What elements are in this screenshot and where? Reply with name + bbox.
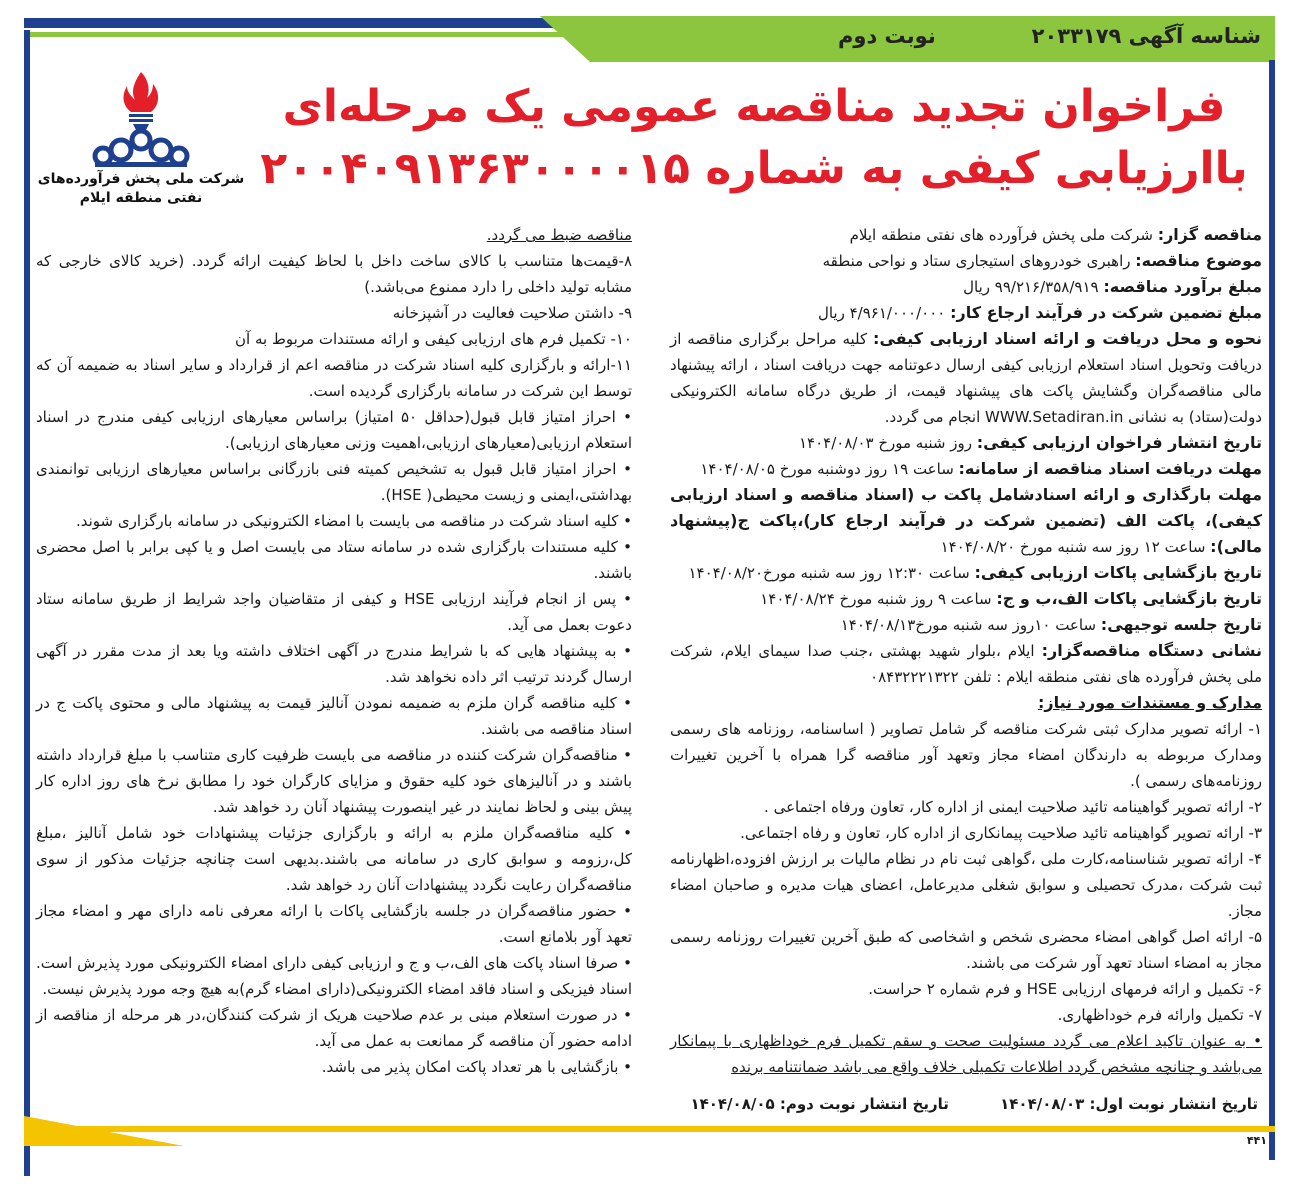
condition-item: • مناقصه‌گران شرکت کننده در مناقصه می بایست ظرفیت کاری متناسب با مبلغ قرارداد داشته باشند و در آنالیزهای خود کلیه حقوق و مزایای کارگران خود را مطابق نرخ های روز اداره کار پیش بینی و لحاظ نمایند در غیر اینصورت پیشنهاد آنان رد خواهد شد. bbox=[36, 746, 632, 816]
left-border bbox=[24, 30, 30, 1176]
left-column bbox=[36, 222, 632, 1080]
condition-item: • پس از انجام فرآیند ارزیابی HSE و کیفی از متقاضیان واجد شرایط از طریق سامانه ستاد دعوت بعمل می آید. bbox=[36, 590, 632, 634]
info-item: موضوع مناقصه: راهبری خودروهای استیجاری ستاد و نواحی منطقه bbox=[822, 251, 1262, 270]
ad-id: شناسه آگهی ۲۰۳۳۱۷۹ bbox=[1031, 24, 1261, 48]
oil-company-emblem-icon bbox=[81, 70, 201, 170]
condition-item: • کلیه اسناد شرکت در مناقصه می بایست با امضاء الکترونیکی در سامانه بارگزاری شوند. bbox=[75, 512, 632, 530]
condition-item: • صرفا اسناد پاکت های الف،ب و ج و ارزیابی کیفی دارای امضاء الکترونیکی مورد پذیرش است. اسناد فیزیکی و اسناد فاقد امضاء الکترونیکی(دارای امضاء گرم)به هیچ وجه مورد پذیرش نیست. bbox=[36, 954, 632, 998]
publication-dates bbox=[36, 1092, 1262, 1116]
condition-item: • کلیه مناقصه گران ملزم به ضمیمه نمودن آنالیز قیمت به پیشنهاد مالی و محتوی پاکت ج در اسناد مناقصه می باشند. bbox=[36, 694, 632, 738]
bottom-strip bbox=[24, 1116, 1275, 1150]
page-number: ۴۴۱ bbox=[1246, 1134, 1267, 1147]
info-item: نحوه و محل دریافت و ارائه اسناد ارزیابی کیفی: کلیه مراحل برگزاری مناقصه از دریافت وتحویل اسناد استعلام ارزیابی کیفی ارسال دعوتنامه جهت دریافت اسناد ، ارائه پیشنهاد مالی مناقصه‌گران وگشایش پاکت های پیشنهاد قیمت، از طریق درگاه سامانه الکترونیکی دولت(ستاد) به نشانی WWW.Setadiran.in انجام می گردد. bbox=[670, 329, 1262, 426]
info-item: تاریخ بازگشایی پاکات ارزیابی کیفی: ساعت ۱۲:۳۰ روز سه شنبه مورخ۱۴۰۴/۰۸/۲۰ bbox=[688, 563, 1262, 582]
emphasis-note: • به عنوان تاکید اعلام می گردد مسئولیت صحت و سقم تکمیل فرم خوداظهاری با پیمانکار می‌باشد و چنانچه مشخص گردد اطلاعات تکمیلی خلاف واقع می باشد ضمانتنامه برنده bbox=[670, 1032, 1262, 1076]
info-item: تاریخ جلسه توجیهی: ساعت ۱۰روز سه شنبه مورخ۱۴۰۴/۰۸/۱۳ bbox=[840, 615, 1262, 634]
condition-item: • به پیشنهاد هایی که با شرایط مندرج در آگهی اختلاف داشته ویا بعد از مدت مقرر در آگهی ارسال گردند ترتیب اثر داده نخواهد شد. bbox=[36, 642, 632, 686]
advertisement-body bbox=[36, 0, 1267, 1150]
logo-company-name-line1: شرکت ملی پخش فرآورده‌های bbox=[37, 171, 245, 187]
page-title bbox=[246, 70, 1262, 200]
logo-company-name-line2: نفتی منطقه ایلام bbox=[79, 190, 203, 206]
document-item: ۴- ارائه تصویر شناسنامه،کارت ملی ،گواهی ثبت نام در نظام مالیات بر ارزش افزوده،اظهارنامه ثبت شرکت ،مدرک تحصیلی و سوابق شغلی مدیرعامل، اعضای هیات مدیره و صاحبان امضاء مجاز. bbox=[670, 850, 1262, 920]
document-item: ۷- تکمیل وارائه فرم خوداظهاری. bbox=[1057, 1006, 1262, 1024]
condition-item: • حضور مناقصه‌گران در جلسه بازگشایی پاکات با ارائه معرفی نامه دارای مهر و امضاء مجاز تعهد آور بلامانع است. bbox=[36, 902, 632, 946]
document-item: ۶- تکمیل و ارائه فرمهای ارزیابی HSE و فرم شماره ۲ حراست. bbox=[868, 980, 1262, 998]
document-item: ۳- ارائه تصویر گواهینامه تائید صلاحیت پیمانکاری از اداره کار، تعاون و رفاه اجتماعی. bbox=[740, 824, 1262, 842]
condition-item: ۱۰- تکمیل فرم های ارزیابی کیفی و ارائه مستندات مربوط به آن bbox=[235, 330, 632, 348]
condition-item: • احراز امتیاز قابل قبول(حداقل ۵۰ امتیاز) براساس معیارهای ارزیابی کیفی مندرج در اسناد استعلام ارزیابی(معیارهای ارزیابی،اهمیت وزنی معیارهای ارزیابی). bbox=[36, 408, 632, 452]
text-columns bbox=[36, 222, 1262, 1080]
condition-item: • کلیه مستندات بارگزاری شده در سامانه ستاد می بایست اصل و یا کپی برابر با اصل محضری باشند. bbox=[36, 538, 632, 582]
condition-item: • کلیه مناقصه‌گران ملزم به ارائه و بارگزاری جزئیات پیشنهادات خود شامل آنالیز ،مبلغ کل،رزومه و سوابق کاری در سامانه می باشند.بدیهی است چنانچه جزئیات مذکور از سوی مناقصه‌گران رعایت نگردد پیشنهادات آنان رد خواهد شد. bbox=[36, 824, 632, 894]
condition-item: • بازگشایی با هر تعداد پاکت امکان پذیر می باشد. bbox=[321, 1058, 632, 1076]
company-logo bbox=[36, 70, 246, 208]
info-item: تاریخ انتشار فراخوان ارزیابی کیفی: روز شنبه مورخ ۱۴۰۴/۰۸/۰۳ bbox=[799, 433, 1262, 452]
document-item: ۲- ارائه تصویر گواهینامه تائید صلاحیت ایمنی از اداره کار، تعاون ورفاه اجتماعی . bbox=[764, 798, 1262, 816]
condition-item: ۹- داشتن صلاحیت فعالیت در آشپزخانه bbox=[392, 304, 632, 322]
condition-item: • در صورت استعلام مبنی بر عدم صلاحیت هریک از شرکت کنندگان،در هر مرحله از مناقصه از ادامه حضور آن مناقصه گر ممانعت به عمل می آید. bbox=[36, 1006, 632, 1050]
documents-heading: مدارک و مستندات مورد نیاز: bbox=[1037, 693, 1262, 712]
condition-item: • احراز امتیاز قابل قبول به تشخیص کمیته فنی بازرگانی براساس معیارهای ارزیابی توانمندی بهداشتی،ایمنی و زیست محیطی( HSE). bbox=[36, 460, 632, 504]
document-item: ۵- ارائه اصل گواهی امضاء محضری شخص و اشخاصی که طبق آخرین تغییرات روزنامه رسمی مجاز به امضاء اسناد تعهد آور شرکت می باشند. bbox=[670, 928, 1262, 972]
first-publish-date: تاریخ انتشار نوبت اول: ۱۴۰۴/۰۸/۰۳ bbox=[1000, 1095, 1258, 1113]
right-column bbox=[670, 222, 1262, 1080]
info-item: تاریخ بازگشایی پاکات الف،ب و ج: ساعت ۹ روز شنبه مورخ ۱۴۰۴/۰۸/۲۴ bbox=[760, 589, 1262, 608]
publication-round: نوبت دوم bbox=[838, 24, 936, 48]
right-border bbox=[1269, 60, 1275, 1160]
condition-item: ۱۱-ارائه و بارگزاری کلیه اسناد شرکت در مناقصه اعم از قرارداد و سایر اسناد به ضمیمه آن که توسط این شرکت در سامانه بارگزاری گردیده است. bbox=[36, 356, 632, 400]
bottom-yellow-bar bbox=[24, 1126, 1275, 1132]
document-item: ۱- ارائه تصویر مدارک ثبتی شرکت مناقصه گر شامل تصاویر ( اساسنامه، روزنامه های رسمی ومدارک مربوطه به دارندگان امضاء مجاز وتعهد آور مناقصه گرا همراه با آخرین تغییرات روزنامه‌های رسمی ). bbox=[670, 720, 1262, 790]
condition-item: ۸-قیمت‌ها متناسب با کالای ساخت داخل با لحاظ کیفیت ارائه گردد. (خرید کالای خارجی که مشابه تولید داخلی را دارد ممنوع می‌باشد.) bbox=[36, 252, 632, 296]
info-item: نشانی دستگاه مناقصه‌گزار: ایلام ،بلوار شهید بهشتی ،جنب صدا سیمای ایلام، شرکت ملی پخش فرآورده های نفتی منطقه ایلام : تلفن ۰۸۴۳۲۲۲۱۳۲۲ bbox=[670, 641, 1262, 686]
page-title-line2: باارزیابی کیفی به شماره ۲۰۰۴۰۹۱۳۶۳۰۰۰۰۱۵ bbox=[260, 143, 1248, 194]
info-item: مبلغ برآورد مناقصه: ۹۹/۲۱۶/۳۵۸/۹۱۹ ریال bbox=[963, 277, 1262, 296]
info-item: مبلغ تضمین شرکت در فرآیند ارجاع کار: ۴/۹۶۱/۰۰۰/۰۰۰ ریال bbox=[817, 303, 1262, 322]
page-title-line1: فراخوان تجدید مناقصه عمومی یک مرحله‌ای bbox=[282, 81, 1226, 132]
title-area bbox=[36, 70, 1262, 208]
info-item: مهلت بارگذاری و ارائه اسنادشامل پاکت ب (اسناد مناقصه و اسناد ارزیابی کیفی)، پاکت الف (تضمین شرکت در فرآیند ارجاع کار)،پاکت ج(پیشنهاد مالی): ساعت ۱۲ روز سه شنبه مورخ ۱۴۰۴/۰۸/۲۰ bbox=[670, 485, 1262, 556]
second-publish-date: تاریخ انتشار نوبت دوم: ۱۴۰۴/۰۸/۰۵ bbox=[690, 1095, 949, 1113]
continuation-text: مناقصه ضبط می گردد. bbox=[486, 226, 632, 244]
info-item: مهلت دریافت اسناد مناقصه از سامانه: ساعت ۱۹ روز دوشنبه مورخ ۱۴۰۴/۰۸/۰۵ bbox=[700, 459, 1262, 478]
info-item: مناقصه گزار: شرکت ملی پخش فرآورده های نفتی منطقه ایلام bbox=[849, 225, 1262, 244]
